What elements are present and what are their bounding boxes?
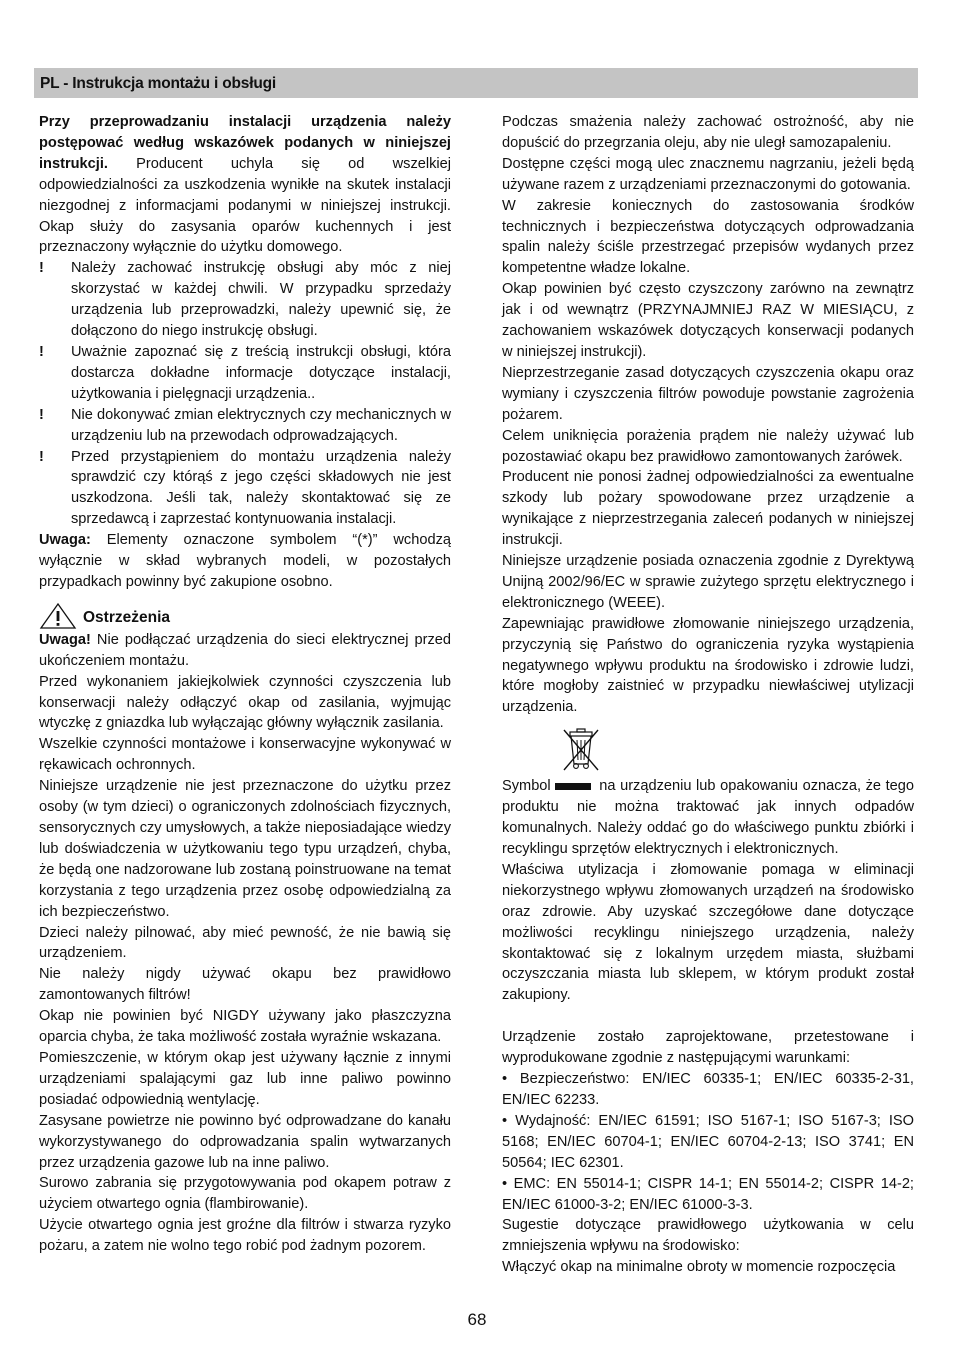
note-text: Elementy oznaczone symbolem “(*)” wchodzą wyłącznie w skład wybranych modeli, w pozostałych przypadkach powinny być zakupione osobno. xyxy=(39,532,451,590)
suggestions-paragraph: Sugestie dotyczące prawidłowego użytkowania w celu zmniejszenia wpływu na środowisko: xyxy=(502,1217,914,1255)
body-paragraph: Surowo zabrania się przygotowywania pod okapem potraw z użyciem otwartego ognia (flambirowanie). xyxy=(39,1175,451,1213)
body-paragraph: Okap powinien być często czyszczony zarówno na zewnątrz jak i od wewnątrz (PRZYNAJMNIEJ RAZ W MIESIĄCU, z zachowaniem wskazówek dotyczących konserwacji podanych w niniejszej instrukcji). xyxy=(502,281,914,360)
symbol-bar-icon xyxy=(555,783,591,790)
bullet-text: Należy zachować instrukcję obsługi aby móc z niej skorzystać w każdej chwili. W przypadku sprzedaży urządzenia lub przeprowadzki, należy upewnić się, że dołączono do niego instrukcję obsługi. xyxy=(71,260,451,340)
body-paragraph: Niniejsze urządzenie posiada oznaczenia zgodnie z Dyrektywą Unijną 2002/96/EC w sprawie zużytego sprzętu elektrycznego i elektronicznego (WEEE). xyxy=(502,553,914,611)
body-paragraph: Nieprzestrzeganie zasad dotyczących czyszczenia okapu oraz wymiany i czyszczenia filtrów powoduje powstanie zagrożenia pożarem. xyxy=(502,364,914,423)
intro-paragraph xyxy=(39,112,451,258)
bullet-text: Przed przystąpieniem do montażu urządzenia należy sprawdzić czy którąś z jego części składowych nie jest uszkodzona. Jeśli tak, należy skontaktować się ze sprzedawcą i zaprzestać kontynuowania instalacji. xyxy=(71,448,451,528)
body-paragraph: Niniejsze urządzenie nie jest przeznaczone do użytku przez osoby (w tym dzieci) o ograniczonych zdolnościach fizycznych, sensorycznych czy umysłowych, a także nieposiadające wiedzy lub doświadczenia w użytkowaniu tego typu urządzeń, chyba, że będą one nadzorowane lub zostaną poinstruowane na temat korzystania z tego urządzenia przez osobę odpowiedzialną za ich bezpieczeństwo. xyxy=(39,778,451,920)
page-number: 68 xyxy=(467,1310,487,1329)
bullet-item xyxy=(39,342,451,405)
warning-text: Nie podłączać urządzenia do sieci elektrycznej przed ukończeniem montażu. xyxy=(39,631,451,669)
section-header xyxy=(34,68,918,98)
symbol-paragraph xyxy=(502,776,914,860)
body-paragraph: Podczas smażenia należy zachować ostrożność, aby nie dopuścić do przegrzania oleju, aby nie uległ samozapaleniu. xyxy=(502,114,914,151)
body-paragraph: Nie należy nigdy używać okapu bez prawidłowo zamontowanych filtrów! xyxy=(39,966,451,1004)
left-column xyxy=(39,112,451,1257)
body-paragraph: Zapewniając prawidłowe złomowanie niniejszego urządzenia, przyczynią się Państwo do ograniczenia ryzyka wystąpienia negatywnego wpływu produktu na środowisko i zdrowie ludzi, które mogłoby zaistnieć w przypadku niewłaściwej utylizacji urządzenia. xyxy=(502,615,914,716)
intro-bold: Przy przeprowadzaniu instalacji urządzenia należy postępować według wskazówek podanych w niniejszej instrukcji. xyxy=(39,114,451,172)
section-title: PL - Instrukcja montażu i obsługi xyxy=(40,75,276,92)
body-paragraph: Okap nie powinien być NIGDY używany jako płaszczyzna oparcia chyba, że taka możliwość została wyraźnie wskazana. xyxy=(39,1008,451,1046)
body-paragraph: Producent nie ponosi żadnej odpowiedzialności za ewentualne szkody lub pożary spowodowane przez urządzenie a wynikające z nieprzestrzegania zaleceń podanych w niniejszej instrukcji. xyxy=(502,469,914,549)
spacer xyxy=(502,1006,914,1027)
standards-item: • Wydajność: EN/IEC 61591; ISO 5167-1; ISO 5167-3; ISO 5168; EN/IEC 60704-1; EN/IEC 60704-2-13; ISO 3741; EN 50564; IEC 62301. xyxy=(502,1112,914,1171)
body-paragraph: Użycie otwartego ognia jest groźne dla filtrów i stwarza ryzyko pożaru, a zatem nie wolno tego robić pod żadnym pozorem. xyxy=(39,1217,451,1255)
bullet-text: Uważnie zapoznać się z treścią instrukcji obsługi, która dostarcza dokładne informacje dotyczące instalacji, użytkowania i pielęgnacji urządzenia.. xyxy=(71,343,451,402)
body-paragraph: Dzieci należy pilnować, aby mieć pewność, że nie bawią się urządzeniem. xyxy=(39,924,451,962)
warning-label: Uwaga! xyxy=(39,631,91,648)
right-column xyxy=(502,112,914,1278)
disposal-paragraph: Właściwa utylizacja i złomowanie pomaga w eliminacji niekorzystnego wpływu złomowanych urządzeń na środowisko oraz zdrowie. Aby uzyskać szczegółowe dane dotyczące możliwości recyklingu niniejszego urządzenia, należy skontaktować się z lokalnym urzędem miasta, służbami oczyszczania miasta lub sklepem, w którym produkt został zakupiony. xyxy=(502,861,914,1004)
symbol-text: na urządzeniu lub opakowaniu oznacza, że tego produktu nie można traktować jak innych odpadów komunalnych. Należy oddać go do właściwego punktu zbiórki i recyklingu sprzętów elektrycznych i elektronicznych. xyxy=(502,778,914,857)
crossed-bin-icon xyxy=(558,726,604,772)
note-paragraph xyxy=(39,530,451,593)
body-paragraph: Pomieszczenie, w którym okap jest używany łącznie z innymi urządzeniami spalającymi gaz lub inne paliwo powinno posiadać odpowiednią wentylację. xyxy=(39,1049,451,1108)
body-paragraph: Dostępne części mogą ulec znacznemu nagrzaniu, jeżeli będą używane razem z urządzeniami przeznaczonymi do gotowania. xyxy=(502,155,914,193)
exclamation-mark: ! xyxy=(39,343,44,360)
body-paragraph: Wszelkie czynności montażowe i konserwacyjne wykonywać w rękawicach ochronnych. xyxy=(39,736,451,774)
body-paragraph: Zasysane powietrze nie powinno być odprowadzane do kanału wykorzystywanego do odprowadzania spalin wytwarzanych przez urządzenia gazowe lub na inne paliwo. xyxy=(39,1112,451,1171)
symbol-prefix: Symbol xyxy=(502,778,551,795)
body-paragraph: Przed wykonaniem jakiejkolwiek czynności czyszczenia lub konserwacji należy odłączyć okap od zasilania, wyjmując wtyczkę z gniazdka lub wyłączając główny wyłącznik zasilania. xyxy=(39,673,451,732)
last-line: Włączyć okap na minimalne obroty w momencie rozpoczęcia xyxy=(502,1259,896,1276)
bullet-item xyxy=(39,258,451,342)
warnings-title: Ostrzeżenia xyxy=(83,608,171,626)
warning-paragraph xyxy=(39,630,451,672)
bullet-item xyxy=(39,447,451,531)
warnings-heading xyxy=(39,602,451,630)
bullet-text: Nie dokonywać zmian elektrycznych czy mechanicznych w urządzeniu lub na przewodach odprowadzających. xyxy=(71,406,451,444)
body-paragraph: Celem uniknięcia porażenia prądem nie należy używać lub pozostawiać okapu bez prawidłowo zamontowanych żarówek. xyxy=(502,427,914,465)
standards-item: • EMC: EN 55014-1; CISPR 14-1; EN 55014-2; CISPR 14-2; EN/IEC 61000-3-2; EN/IEC 61000-3-3. xyxy=(502,1175,914,1213)
intro-rest: Producent uchyla się od wszelkiej odpowiedzialności za uszkodzenia wynikłe na skutek instalacji niezgodnej z informacjami podanymi w niniejszej instrukcji. Okap służy do zasysania oparów kuchennych i jest przeznaczony wyłącznie do użytku domowego. xyxy=(39,155,451,256)
bullet-item xyxy=(39,405,451,447)
exclamation-mark: ! xyxy=(39,448,44,465)
standards-item: • Bezpieczeństwo: EN/IEC 60335-1; EN/IEC 60335-2-31, EN/IEC 62233. xyxy=(502,1071,914,1108)
note-label: Uwaga: xyxy=(39,532,91,549)
warning-triangle-icon xyxy=(39,602,77,630)
body-paragraph: W zakresie koniecznych do zastosowania środków technicznych i bezpieczeństwa dotyczących odprowadzania spalin należy ściśle przestrzegać przepisów wydanych przez kompetentne władze lokalne. xyxy=(502,197,914,277)
exclamation-mark: ! xyxy=(39,260,44,277)
exclamation-mark: ! xyxy=(39,406,44,423)
conformity-intro: Urządzenie zostało zaprojektowane, przetestowane i wyprodukowane zgodnie z następującymi warunkami: xyxy=(502,1029,914,1067)
